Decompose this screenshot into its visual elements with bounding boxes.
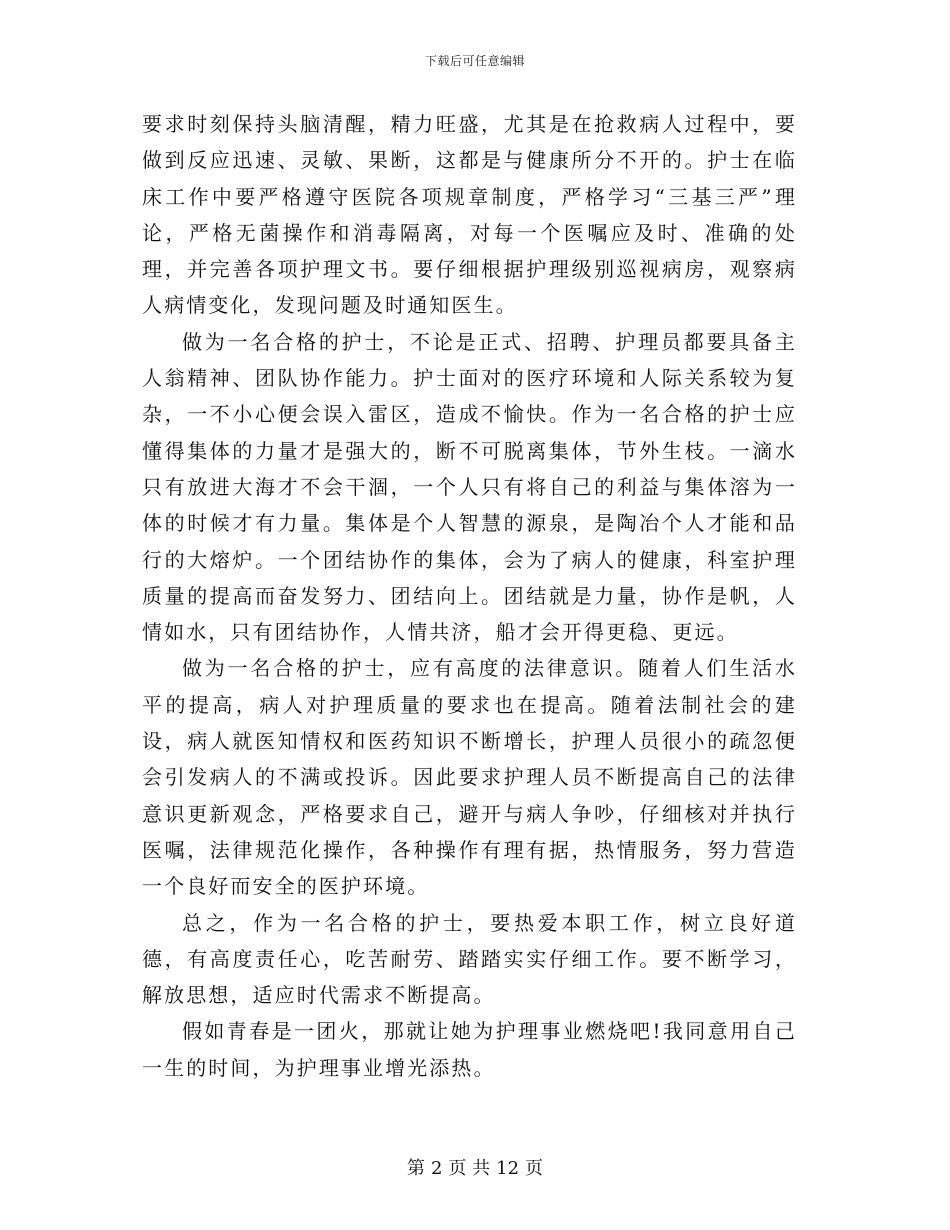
paragraph-teamwork: 做为一名合格的护士，不论是正式、招聘、护理员都要具备主人翁精神、团队协作能力。护士面对的医疗环境和人际关系较为复杂，一不小心便会误入雷区，造成不愉快。作为一名合格的护士应懂得集体的力量才是强大的，断不可脱离集体，节外生枝。一滴水只有放进大海才不会干涸，一个人只有将自己的利益与集体溶为一体的时候才有力量。集体是个人智慧的源泉，是陶冶个人才能和品行的大熔炉。一个团结协作的集体，会为了病人的健康，科室护理质量的提高而奋发努力、团结向上。团结就是力量，协作是帆，人情如水，只有团结协作，人情共济，船才会开得更稳、更远。	[142, 329, 797, 645]
page-label-middle: 页 共	[448, 1158, 491, 1179]
paragraph-closing: 假如青春是一团火，那就让她为护理事业燃烧吧!我同意用自己一生的时间，为护理事业增光添热。	[142, 1019, 797, 1080]
paragraph-continued: 要求时刻保持头脑清醒，精力旺盛，尤其是在抢救病人过程中，要做到反应迅速、灵敏、果断，这都是与健康所分不开的。护士在临床工作中要严格遵守医院各项规章制度，严格学习“三基三严”理论，严格无菌操作和消毒隔离，对每一个医嘱应及时、准确的处理，并完善各项护理文书。要仔细根据护理级别巡视病房，观察病人病情变化，发现问题及时通知医生。	[142, 112, 797, 318]
paragraph-summary: 总之，作为一名合格的护士，要热爱本职工作，树立良好道德，有高度责任心，吃苦耐劳、踏踏实实仔细工作。要不断学习，解放思想，适应时代需求不断提高。	[142, 910, 797, 1008]
page-label-suffix: 页	[525, 1158, 544, 1179]
page-header-note: 下载后可任意编辑	[424, 54, 525, 68]
page-label-prefix: 第	[406, 1158, 425, 1179]
document-body	[142, 106, 797, 1086]
page-footer	[0, 1154, 950, 1180]
total-pages-number: 12	[496, 1158, 520, 1179]
current-page-number: 2	[430, 1158, 443, 1179]
paragraph-legal-awareness: 做为一名合格的护士，应有高度的法律意识。随着人们生活水平的提高，病人对护理质量的要求也在提高。随着法制社会的建设，病人就医知情权和医药知识不断增长，护理人员很小的疏忽便会引发病人的不满或投诉。因此要求护理人员不断提高自己的法律意识更新观念，严格要求自己，避开与病人争吵，仔细核对并执行医嘱，法律规范化操作，各种操作有理有据，热情服务，努力营造一个良好而安全的医护环境。	[142, 656, 797, 899]
